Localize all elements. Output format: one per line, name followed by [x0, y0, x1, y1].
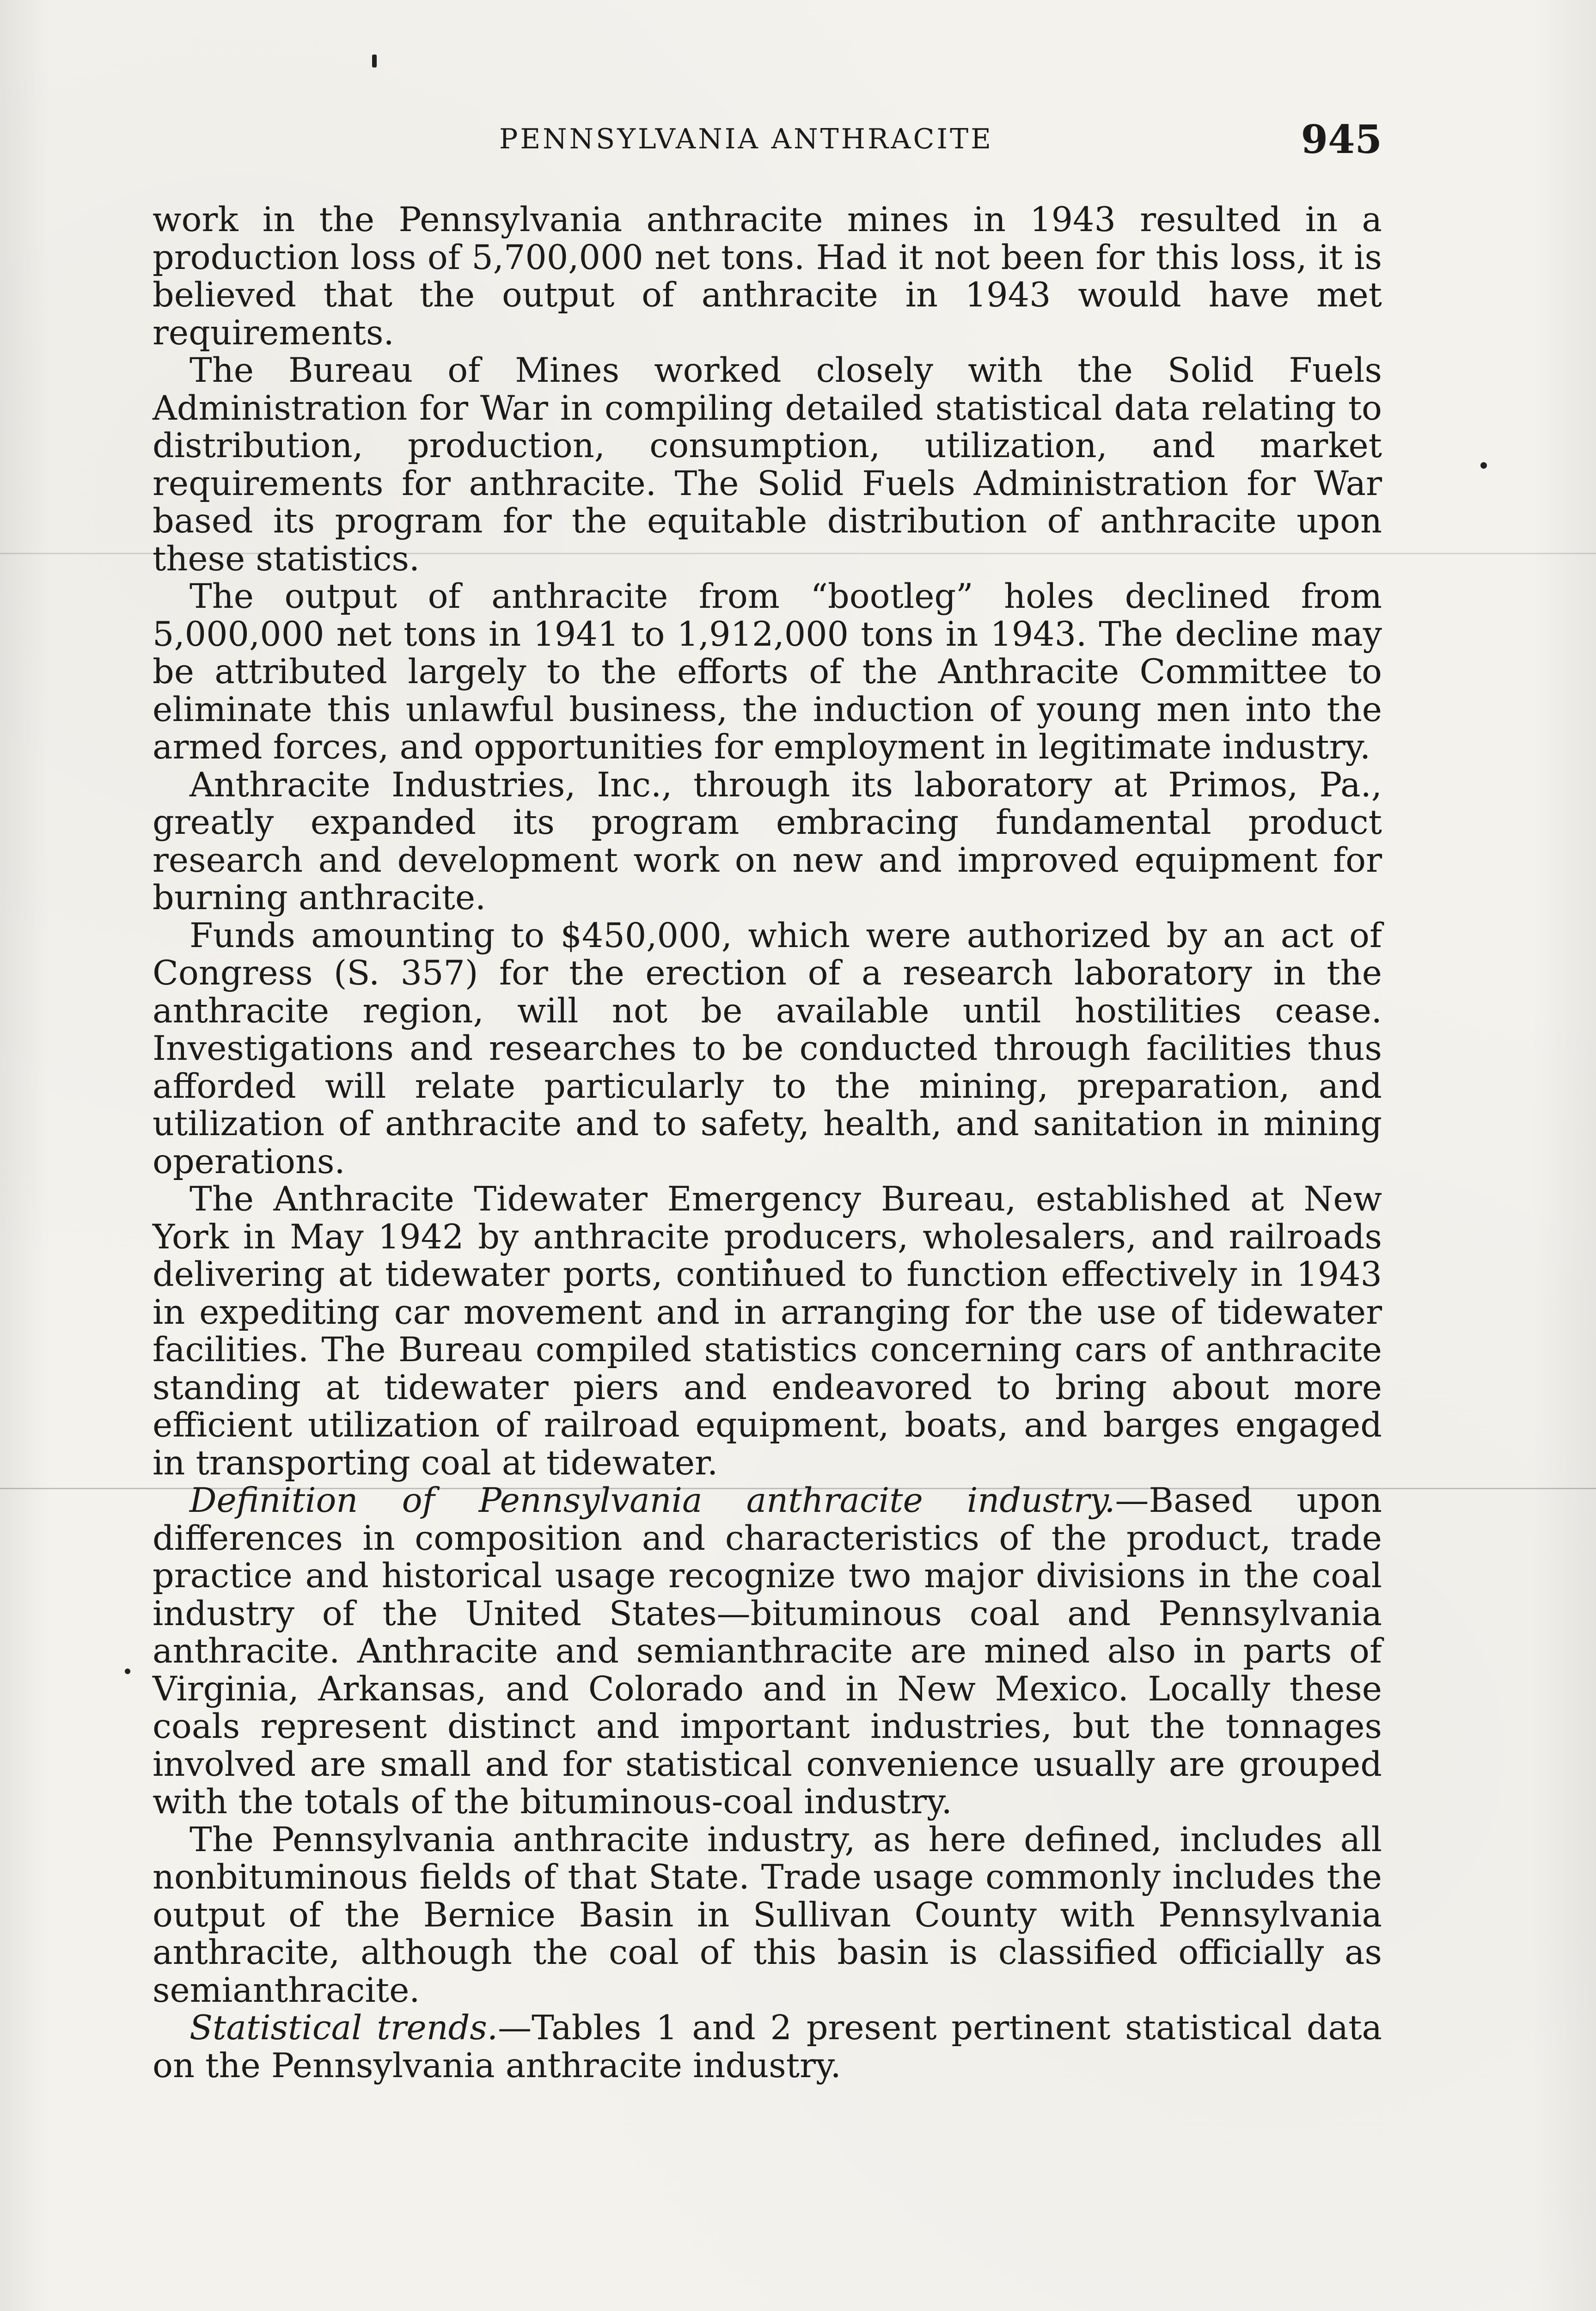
paragraph: Funds amounting to $450,000, which were authorized by an act of Congress (S. 357) for the erection of a research laboratory in the anthracite region, will not be available until hostilities cease. Investigations and researches to be conducted through facilities thus afforded will relate particularly to the mining, preparation, and utilization of anthracite and to safety, health, and sanitation in mining operations. [153, 916, 1382, 1181]
paragraph-text: —Tables 1 and 2 present pertinent statistical data on the Pennsylvania anthracite industry. [153, 2008, 1382, 2085]
run-in-heading: Statistical trends. [190, 2008, 498, 2048]
page-header [153, 116, 1382, 170]
speck-mark [1480, 462, 1487, 469]
speck-mark [125, 1669, 130, 1674]
speck-mark [372, 55, 377, 67]
page-number: 945 [1301, 116, 1382, 162]
scan-shadow-right [1531, 0, 1596, 2311]
paragraph: The Bureau of Mines worked closely with the Solid Fuels Administration for War in compiling detailed statistical data relating to distribution, production, consumption, utilization, and market requirements for anthracite. The Solid Fuels Administration for War based its program for the equitable distribution of anthracite upon these statistics. [153, 351, 1382, 579]
paragraph: The output of anthracite from “bootleg” holes declined from 5,000,000 net tons in 1941 to 1,912,000 tons in 1943. The decline may be attributed largely to the efforts of the Anthracite Committee to eliminate this unlawful business, the induction of young men into the armed forces, and opportunities for employment in legitimate industry. [153, 577, 1382, 767]
scan-shadow-left [0, 0, 51, 2311]
running-head: PENNSYLVANIA ANTHRACITE [499, 123, 993, 155]
paragraph: Anthracite Industries, Inc., through its laboratory at Primos, Pa., greatly expanded its program embracing fundamental product research and development work on new and improved equipment for burning anthracite. [153, 765, 1382, 917]
run-in-heading: Definition of Pennsylvania anthracite industry. [190, 1481, 1115, 1520]
paragraph: The Anthracite Tidewater Emergency Bureau, established at New York in May 1942 by anthracite producers, wholesalers, and railroads delivering at tidewater ports, continued to function effectively in 1943 in expediting car movement and in arranging for the use of tidewater facilities. The Bureau compiled statistics concerning cars of anthracite standing at tidewater piers and endeavored to bring about more efficient utilization of railroad equipment, boats, and barges engaged in transporting coal at tidewater. [153, 1180, 1382, 1483]
paragraph: The Pennsylvania anthracite industry, as here defined, includes all nonbituminous fields of that State. Trade usage commonly includes the output of the Bernice Basin in Sullivan County with Pennsylvania anthracite, although the coal of this basin is classified officially as semianthracite. [153, 1820, 1382, 2010]
paragraph-definition [153, 1482, 1382, 1821]
paragraph-text: —Based upon differences in composition and characteristics of the product, trade practice and historical usage recognize two major divisions in the coal industry of the United States—bituminous coal and Pennsylvania anthracite. Anthracite and semianthracite are mined also in parts of Virginia, Arkansas, and Colorado and in New Mexico. Locally these coals represent distinct and important industries, but the tonnages involved are small and for statistical convenience usually are grouped with the totals of the bituminous-coal industry. [153, 1481, 1382, 1822]
paragraph: work in the Pennsylvania anthracite mines in 1943 resulted in a production loss of 5,700,000 net tons. Had it not been for this loss, it is believed that the output of anthracite in 1943 would have met requirements. [153, 200, 1382, 353]
paragraph-statistical-trends [153, 2009, 1382, 2085]
body-text [153, 201, 1382, 2085]
